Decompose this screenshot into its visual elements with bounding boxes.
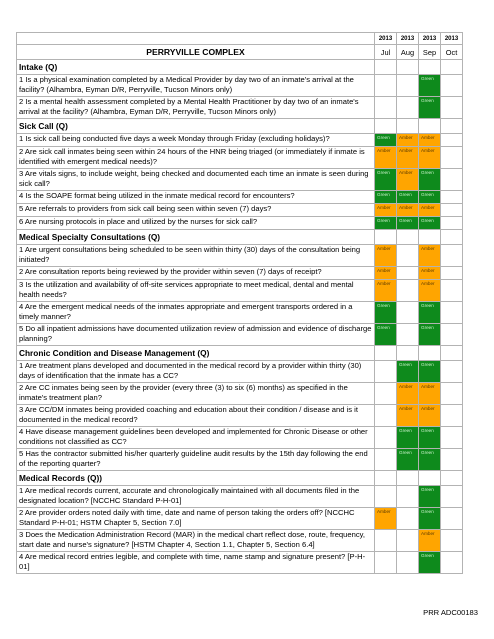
- question-row: [17, 427, 463, 449]
- blank-cell: [441, 346, 463, 361]
- status-cell: Green: [397, 361, 419, 383]
- question-row: [17, 530, 463, 552]
- blank-cell: [397, 119, 419, 134]
- blank-cell: [441, 552, 463, 574]
- question-row: [17, 552, 463, 574]
- status-cell: Amber: [419, 267, 441, 280]
- status-cell: Amber: [397, 134, 419, 147]
- question-text: 2 Are sick call inmates being seen within 24 hours of the HNR being triaged (or immediately if inmate is identified with emergent medical needs)?: [17, 147, 375, 169]
- status-cell: Green: [419, 302, 441, 324]
- section-title: Medical Records (Q)): [17, 471, 375, 486]
- question-text: 4 Are the emergent medical needs of the inmates appropriate and emergent transports ordered in a timely manner?: [17, 302, 375, 324]
- blank-cell: [441, 204, 463, 217]
- question-text: 2 Are CC inmates being seen by the provider (every three (3) to six (6) months) as specified in the inmate's treatment plan?: [17, 383, 375, 405]
- blank-cell: [419, 471, 441, 486]
- blank-cell: [17, 33, 375, 45]
- blank-cell: [375, 75, 397, 97]
- blank-cell: [441, 217, 463, 230]
- blank-cell: [441, 147, 463, 169]
- blank-cell: [375, 346, 397, 361]
- blank-cell: [441, 530, 463, 552]
- question-row: [17, 204, 463, 217]
- status-cell: Amber: [397, 204, 419, 217]
- blank-cell: [375, 230, 397, 245]
- status-cell: Amber: [375, 245, 397, 267]
- question-row: [17, 147, 463, 169]
- question-text: 4 Are medical record entries legible, and complete with time, name stamp and signature present? [P-H-01]: [17, 552, 375, 574]
- blank-cell: [441, 302, 463, 324]
- blank-cell: [375, 60, 397, 75]
- question-text: 3 Are vitals signs, to include weight, being checked and documented each time an inmate is seen during sick call?: [17, 169, 375, 191]
- question-row: [17, 302, 463, 324]
- blank-cell: [441, 324, 463, 346]
- section-title: Sick Call (Q): [17, 119, 375, 134]
- blank-cell: [397, 324, 419, 346]
- section-title: Chronic Condition and Disease Management (Q): [17, 346, 375, 361]
- blank-cell: [397, 530, 419, 552]
- question-text: 4 Is the SOAPE format being utilized in the inmate medical record for encounters?: [17, 191, 375, 204]
- blank-cell: [441, 471, 463, 486]
- status-cell: Green: [419, 217, 441, 230]
- blank-cell: [375, 530, 397, 552]
- month-cell: Jul: [375, 45, 397, 60]
- question-text: 3 Are CC/DM inmates being provided coaching and education about their condition / disease and is it documented in the medical record?: [17, 405, 375, 427]
- status-cell: Green: [419, 486, 441, 508]
- question-row: [17, 267, 463, 280]
- blank-cell: [375, 449, 397, 471]
- blank-cell: [441, 449, 463, 471]
- status-cell: Green: [419, 191, 441, 204]
- question-text: 1 Is a physical examination completed by a Medical Provider by day two of an inmate's arrival at the facility? (Alhambra, Eyman D/R, Perryville, Tucson Minors only): [17, 75, 375, 97]
- month-cell: Sep: [419, 45, 441, 60]
- blank-cell: [419, 346, 441, 361]
- question-text: 2 Are provider orders noted daily with time, date and name of person taking the orders off? [NCCHC Standard P-H-01; HSTM Chapter 5, Section 7.0]: [17, 508, 375, 530]
- blank-cell: [441, 383, 463, 405]
- status-cell: Green: [419, 324, 441, 346]
- question-row: [17, 169, 463, 191]
- section-title: Intake (Q): [17, 60, 375, 75]
- status-cell: Green: [375, 217, 397, 230]
- blank-cell: [419, 230, 441, 245]
- status-cell: Amber: [419, 204, 441, 217]
- blank-cell: [441, 245, 463, 267]
- status-cell: Green: [419, 361, 441, 383]
- blank-cell: [375, 97, 397, 119]
- status-cell: Green: [397, 191, 419, 204]
- blank-cell: [441, 361, 463, 383]
- question-row: [17, 245, 463, 267]
- blank-cell: [375, 119, 397, 134]
- status-cell: Amber: [375, 267, 397, 280]
- blank-cell: [441, 119, 463, 134]
- blank-cell: [441, 405, 463, 427]
- status-cell: Amber: [419, 147, 441, 169]
- blank-cell: [375, 361, 397, 383]
- year-cell: 2013: [419, 33, 441, 45]
- title-row: [17, 45, 463, 60]
- status-cell: Green: [419, 449, 441, 471]
- question-row: [17, 217, 463, 230]
- blank-cell: [441, 60, 463, 75]
- blank-cell: [397, 75, 419, 97]
- blank-cell: [397, 508, 419, 530]
- document-id: PRR ADC00183: [423, 608, 478, 617]
- question-row: [17, 191, 463, 204]
- section-row: [17, 346, 463, 361]
- status-cell: Amber: [397, 405, 419, 427]
- status-cell: Green: [397, 217, 419, 230]
- status-cell: Amber: [375, 508, 397, 530]
- blank-cell: [397, 97, 419, 119]
- blank-cell: [375, 383, 397, 405]
- question-text: 6 Are nursing protocols in place and utilized by the nurses for sick call?: [17, 217, 375, 230]
- month-cell: Oct: [441, 45, 463, 60]
- blank-cell: [441, 230, 463, 245]
- question-row: [17, 75, 463, 97]
- question-text: 3 Is the utilization and availability of off-site services appropriate to meet medical, dental and mental health needs?: [17, 280, 375, 302]
- blank-cell: [375, 486, 397, 508]
- blank-cell: [397, 230, 419, 245]
- blank-cell: [397, 280, 419, 302]
- question-text: 4 Have disease management guidelines been developed and implemented for Chronic Disease or other conditions not classified as CC?: [17, 427, 375, 449]
- blank-cell: [441, 169, 463, 191]
- blank-cell: [441, 508, 463, 530]
- blank-cell: [397, 486, 419, 508]
- status-cell: Amber: [375, 204, 397, 217]
- question-text: 5 Are referrals to providers from sick call being seen within seven (7) days?: [17, 204, 375, 217]
- blank-cell: [397, 552, 419, 574]
- question-row: [17, 383, 463, 405]
- status-cell: Green: [419, 508, 441, 530]
- blank-cell: [441, 134, 463, 147]
- blank-cell: [441, 97, 463, 119]
- question-text: 1 Are medical records current, accurate and chronologically maintained with all documents filed in the designated location? [NCCHC Standard P-H-01]: [17, 486, 375, 508]
- section-row: [17, 471, 463, 486]
- blank-cell: [397, 471, 419, 486]
- status-cell: Amber: [375, 280, 397, 302]
- question-row: [17, 449, 463, 471]
- page-title: PERRYVILLE COMPLEX: [17, 45, 375, 60]
- section-row: [17, 119, 463, 134]
- question-text: 5 Has the contractor submitted his/her quarterly guideline audit results by the 15th day following the end of the reporting quarter?: [17, 449, 375, 471]
- blank-cell: [397, 302, 419, 324]
- blank-cell: [419, 119, 441, 134]
- status-cell: Amber: [419, 134, 441, 147]
- status-cell: Amber: [397, 383, 419, 405]
- status-cell: Amber: [419, 245, 441, 267]
- status-cell: Green: [375, 169, 397, 191]
- question-row: [17, 97, 463, 119]
- status-cell: Green: [375, 134, 397, 147]
- status-cell: Amber: [419, 530, 441, 552]
- question-row: [17, 486, 463, 508]
- blank-cell: [397, 245, 419, 267]
- question-text: 5 Do all inpatient admissions have documented utilization review of admission and evidence of discharge planning?: [17, 324, 375, 346]
- year-cell: 2013: [375, 33, 397, 45]
- blank-cell: [375, 427, 397, 449]
- compliance-table: [16, 32, 463, 574]
- question-row: [17, 508, 463, 530]
- status-cell: Green: [397, 449, 419, 471]
- blank-cell: [441, 280, 463, 302]
- blank-cell: [441, 486, 463, 508]
- question-text: 1 Are urgent consultations being scheduled to be seen within thirty (30) days of the consultation being initiated?: [17, 245, 375, 267]
- question-row: [17, 405, 463, 427]
- question-text: 3 Does the Medication Administration Record (MAR) in the medical chart reflect dose, route, frequency, start date and nurse's signature? [HSTM Chapter 4, Section 1.1, Chapter 5, Section 6.4]: [17, 530, 375, 552]
- question-text: 1 Are treatment plans developed and documented in the medical record by a provider within thirty (30) days of identification that the inmate has a CC?: [17, 361, 375, 383]
- year-header-row: [17, 33, 463, 45]
- question-row: [17, 134, 463, 147]
- blank-cell: [397, 346, 419, 361]
- status-cell: Green: [419, 75, 441, 97]
- status-cell: Green: [419, 97, 441, 119]
- status-cell: Amber: [375, 147, 397, 169]
- section-row: [17, 230, 463, 245]
- blank-cell: [397, 60, 419, 75]
- question-row: [17, 324, 463, 346]
- status-cell: Green: [419, 169, 441, 191]
- year-cell: 2013: [397, 33, 419, 45]
- status-cell: Amber: [419, 280, 441, 302]
- blank-cell: [419, 60, 441, 75]
- blank-cell: [375, 405, 397, 427]
- question-text: 2 Are consultation reports being reviewed by the provider within seven (7) days of receipt?: [17, 267, 375, 280]
- status-cell: Green: [397, 427, 419, 449]
- status-cell: Green: [419, 427, 441, 449]
- question-text: 1 Is sick call being conducted five days a week Monday through Friday (excluding holidays)?: [17, 134, 375, 147]
- blank-cell: [375, 471, 397, 486]
- status-cell: Amber: [419, 383, 441, 405]
- question-text: 2 Is a mental health assessment completed by a Mental Health Practitioner by day two of an inmate's arrival at the facility? (Alhambra, Eyman D/R, Perryville, Tucson Minors only): [17, 97, 375, 119]
- blank-cell: [441, 75, 463, 97]
- status-cell: Green: [419, 552, 441, 574]
- month-cell: Aug: [397, 45, 419, 60]
- question-row: [17, 280, 463, 302]
- section-row: [17, 60, 463, 75]
- blank-cell: [397, 267, 419, 280]
- status-cell: Green: [375, 324, 397, 346]
- question-row: [17, 361, 463, 383]
- blank-cell: [375, 552, 397, 574]
- status-cell: Green: [375, 191, 397, 204]
- blank-cell: [441, 267, 463, 280]
- year-cell: 2013: [441, 33, 463, 45]
- blank-cell: [441, 191, 463, 204]
- status-cell: Amber: [397, 147, 419, 169]
- section-title: Medical Specialty Consultations (Q): [17, 230, 375, 245]
- blank-cell: [441, 427, 463, 449]
- status-cell: Amber: [419, 405, 441, 427]
- status-cell: Green: [375, 302, 397, 324]
- status-cell: Amber: [397, 169, 419, 191]
